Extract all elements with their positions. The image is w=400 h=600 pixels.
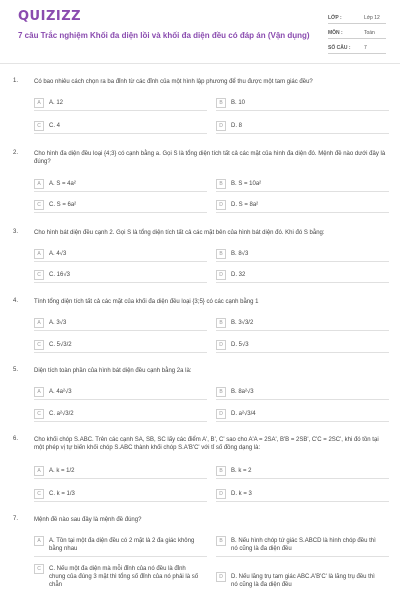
option-letter-box: C [34,489,44,499]
meta-subject [328,27,386,39]
option-underline [216,478,389,479]
option-underline [216,282,389,283]
option-letter-box: B [216,249,226,259]
option-underline [34,330,207,331]
option-letter-box: A [34,466,44,476]
option-letter-box: A [34,387,44,397]
question-text: Cho hình đa diện đều loại {4;3} có cạnh bằng a. Gọi S là tổng diện tích tất cả các mặt của hình đa diện đó. Mệnh đề nào dưới đây là đúng? [34,151,386,165]
option-text: B. k = 2 [231,468,252,474]
question-text: Diện tích toàn phần của hình bát diện đều cạnh bằng 2a là: [34,368,192,374]
option-letter-box: A [34,98,44,108]
option-letter-box: B [216,466,226,476]
option-text: A. 4a²√3 [49,389,72,395]
option-letter-box: D [216,409,226,419]
option-text: D. 5√3 [231,342,249,348]
option-underline [216,352,389,353]
option-text: D. a²√3/4 [231,411,256,417]
option-underline [34,191,207,192]
option-text: C. k = 1/3 [49,491,75,497]
option-letter-box: A [34,249,44,259]
option-text: A. 4√3 [49,251,67,257]
option-text: A. S = 4a² [49,181,76,187]
option-letter-box: B [216,98,226,108]
meta-class [328,12,386,24]
option-letter-box: C [34,121,44,131]
option-text: C. 5√3/2 [49,342,72,348]
option-underline [34,282,207,283]
option-underline [216,212,389,213]
option-underline [34,261,207,262]
option-text: A. k = 1/2 [49,468,75,474]
option-underline [216,556,389,557]
option-underline [34,556,207,557]
option-letter-box: A [34,536,44,546]
option-letter-box: A [34,318,44,328]
option-underline [216,261,389,262]
option-text: A. 3√3 [49,320,67,326]
option-letter-box: D [216,200,226,210]
option-underline [216,191,389,192]
option-text: B. 3√3/2 [231,320,254,326]
option-underline [34,478,207,479]
question-number: 5. [13,367,19,373]
option-underline [216,399,389,400]
option-letter-box: C [34,270,44,280]
option-letter-box: B [216,536,226,546]
option-text: C. Nếu một đa diện mà mỗi đỉnh của nó đều là đỉnh chung của đúng 3 mặt thì tổng số đỉnh của nó phải là số chẵn [49,566,199,588]
option-letter-box: C [34,200,44,210]
quizizz-logo: QUIZIZZ [18,9,82,24]
option-underline [34,352,207,353]
question-number: 1. [13,78,19,84]
option-underline [34,399,207,400]
question-text: Tính tổng diện tích tất cả các mặt của khối đa diện đều loại {3;5} có các cạnh bằng 1 [34,299,259,305]
option-text: B. S = 10a² [231,181,262,187]
option-letter-box: B [216,318,226,328]
option-text: A. Tồn tại một đa diện đều có 2 mặt là 2 đa giác không bằng nhau [49,538,195,552]
option-letter-box: D [216,121,226,131]
option-text: C. S = 6a² [49,202,77,208]
meta-count [328,42,386,54]
option-letter-box: C [34,340,44,350]
worksheet-header [0,0,400,64]
option-underline [34,133,207,134]
option-text: D. 8 [231,123,243,129]
divider [328,53,386,54]
option-underline [216,421,389,422]
option-text: D. S = 8a² [231,202,259,208]
question-number: 6. [13,436,19,442]
option-underline [216,110,389,111]
option-underline [216,133,389,134]
meta-count-label: SỐ CÂU : [328,45,351,51]
option-underline [34,501,207,502]
meta-subject-value: Toán [364,30,375,36]
option-text: C. 16√3 [49,272,70,278]
option-text: B. 8√3 [231,251,249,257]
option-text: D. Nếu lăng trụ tam giác ABC.A'B'C' là lăng trụ đều thì nó cũng là đa diện đều [231,574,375,588]
option-underline [34,110,207,111]
question-text: Cho hình bát diện đều cạnh 2. Gọi S là tổng diện tích tất cả các mặt bên của hình bát diện đó. Khi đó S bằng: [34,230,325,236]
meta-class-label: LỚP : [328,15,342,21]
question-number: 7. [13,516,19,522]
option-letter-box: D [216,340,226,350]
divider [328,38,386,39]
option-text: D. 32 [231,272,246,278]
option-letter-box: D [216,270,226,280]
meta-count-value: 7 [364,45,367,51]
option-letter-box: D [216,489,226,499]
option-text: A. 12 [49,100,64,106]
question-number: 2. [13,150,19,156]
option-text: B. 10 [231,100,246,106]
option-text: B. 8a²√3 [231,389,254,395]
option-letter-box: A [34,179,44,189]
option-text: D. k = 3 [231,491,252,497]
option-underline [216,330,389,331]
option-text: C. 4 [49,123,61,129]
option-letter-box: C [34,564,44,574]
option-text: C. a²√3/2 [49,411,74,417]
option-underline [216,501,389,502]
divider [328,23,386,24]
option-underline [34,421,207,422]
option-underline [34,212,207,213]
option-letter-box: B [216,387,226,397]
question-number: 4. [13,298,19,304]
question-text: Cho khối chóp S.ABC. Trên các cạnh SA, SB, SC lấy các điểm A', B', C' sao cho A'A = 2SA', B'B = 2SB', C'C = 2SC', khi đó tồn tại một phép vị tự biến khối chóp S.ABC thành khối chóp S.A'B'C' với tỉ số đồng dạng là: [34,437,379,451]
option-text: B. Nếu hình chóp tứ giác S.ABCD là hình chóp đều thì nó cũng là đa diện đều [231,538,376,552]
question-text: Mệnh đề nào sau đây là mệnh đề đúng? [34,517,142,523]
question-number: 3. [13,229,19,235]
option-letter-box: C [34,409,44,419]
meta-subject-label: MÔN : [328,30,343,36]
question-text: Có bao nhiêu cách chọn ra ba đỉnh từ các đỉnh của một hình lập phương để thu được một tam giác đều? [34,79,313,85]
meta-class-value: Lớp 12 [364,15,380,21]
option-letter-box: B [216,179,226,189]
worksheet-title: 7 câu Trắc nghiệm Khối đa diện lồi và khối đa diện đều có đáp án (Vận dụng) [18,31,310,40]
option-letter-box: D [216,572,226,582]
